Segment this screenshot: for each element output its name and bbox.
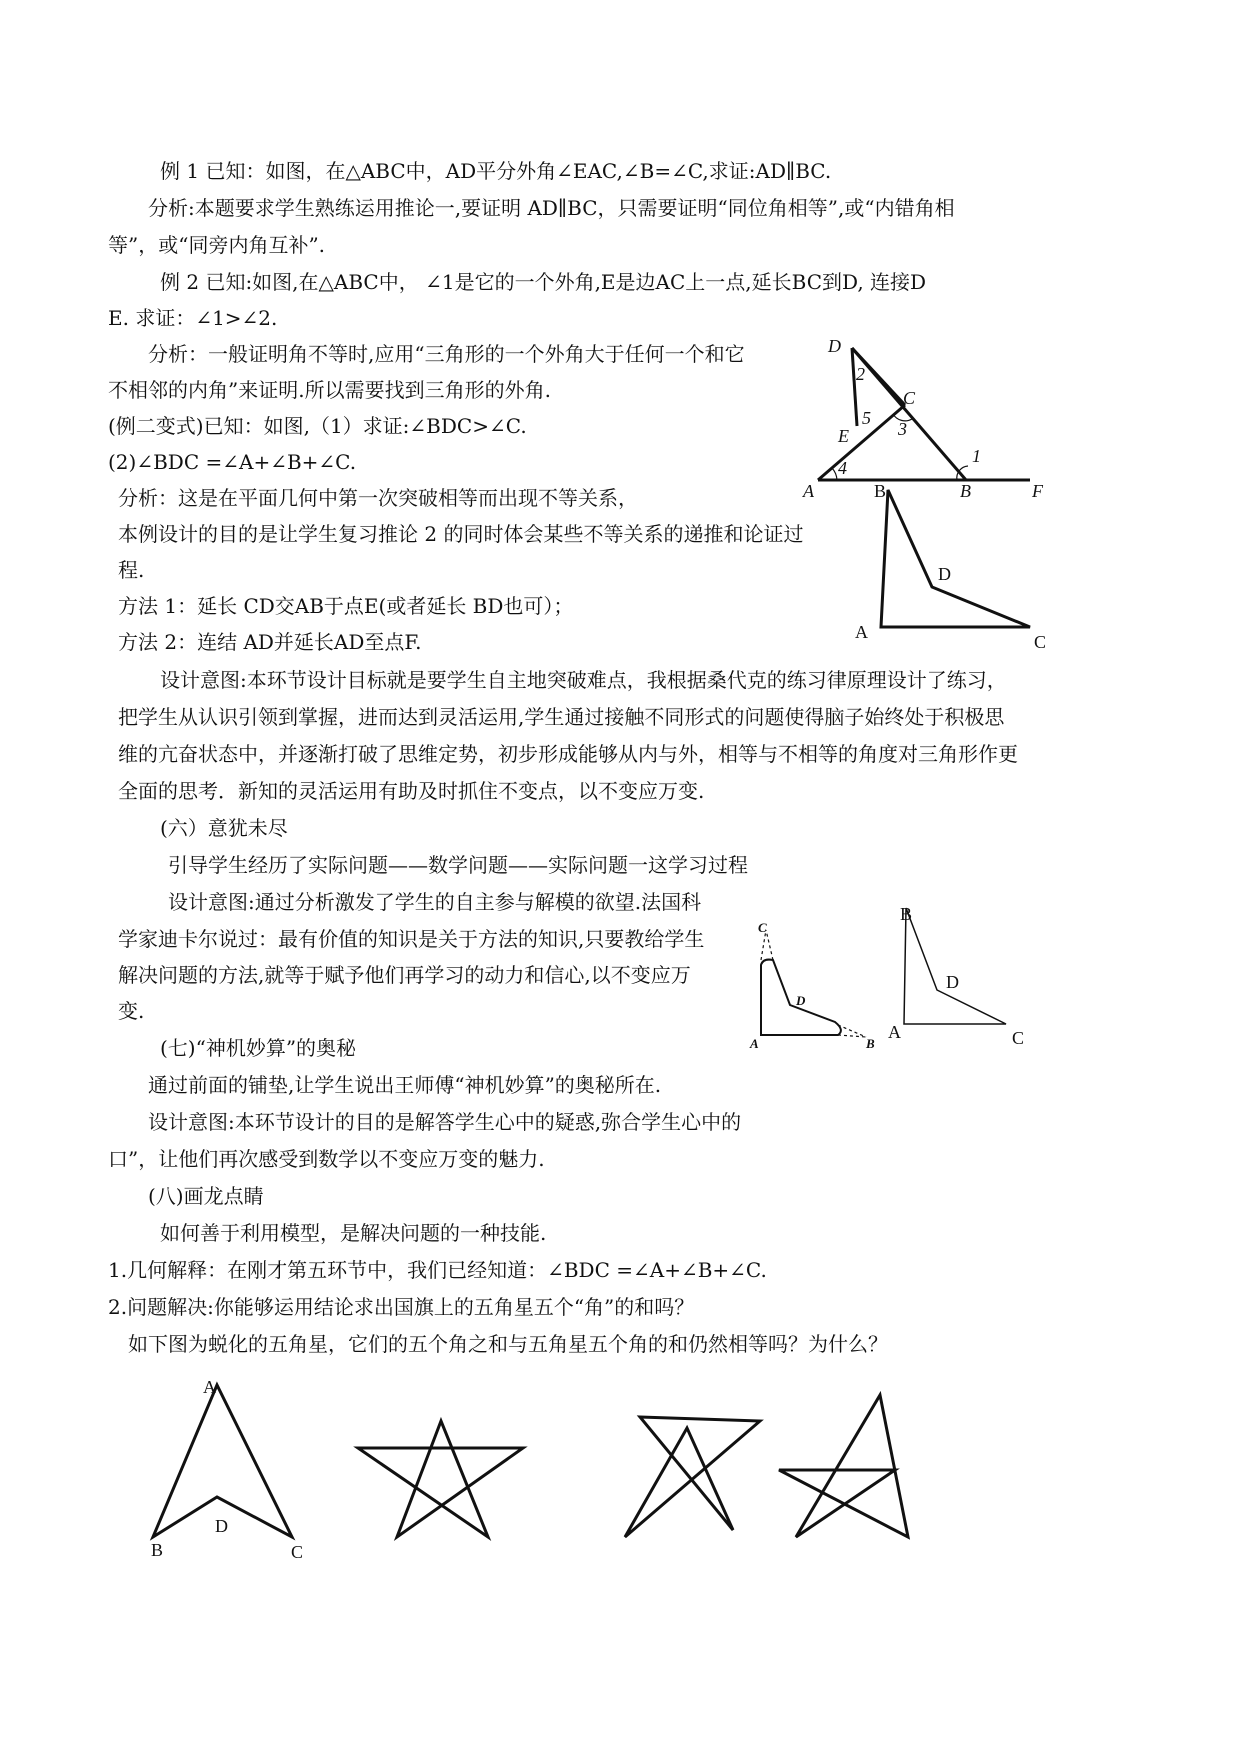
label-B-upright: B: [874, 481, 887, 501]
section-heading-6: (六）意犹未尽: [160, 816, 288, 840]
label-D: D: [938, 564, 951, 584]
section-heading-8: (八)画龙点睛: [148, 1184, 264, 1208]
numbered-item-1: 1.几何解释：在刚才第五环节中，我们已经知道：∠BDC =∠A+∠B+∠C.: [108, 1258, 767, 1282]
analysis-line: 分析:本题要求学生熟练运用推论一,要证明 AD∥BC，只需要证明“同位角相等”,或“内错角相: [148, 196, 955, 220]
label-D: D: [215, 1516, 228, 1536]
label-C: C: [291, 1542, 304, 1562]
label-A: A: [888, 1022, 901, 1042]
text-line: 通过前面的铺垫,让学生说出王师傅“神机妙算”的奥秘所在.: [148, 1073, 662, 1097]
label-F: F: [1032, 481, 1043, 501]
label-E: E: [838, 426, 849, 446]
label-B: B: [960, 481, 971, 501]
figure-degenerate-star-1: [615, 1405, 775, 1545]
analysis-line: 分析：这是在平面几何中第一次突破相等而出现不等关系，: [118, 486, 638, 510]
design-intent: 设计意图:通过分析激发了学生的自主参与解模的欲望.法国科: [168, 890, 702, 914]
label-B: B: [900, 904, 913, 924]
text-line: 变.: [118, 999, 145, 1023]
text-line: 如何善于利用模型，是解决问题的一种技能.: [160, 1221, 547, 1245]
text-line: 维的亢奋状态中，并逐渐打破了思维定势，初步形成能够从内与外，相等与不相等的角度对三角形作更: [118, 742, 1018, 766]
figure-degenerate-star-2: [770, 1388, 915, 1548]
label-A: A: [750, 1036, 759, 1051]
angle-label-3: 3: [898, 419, 907, 439]
label-A: A: [203, 1377, 216, 1397]
angle-label-5: 5: [862, 408, 871, 428]
angle-label-4: 4: [838, 458, 847, 478]
label-A: A: [803, 481, 814, 501]
text-line: 引导学生经历了实际问题——数学问题——实际问题一这学习过程: [168, 853, 748, 877]
figure-dart-abdc: [850, 485, 1060, 655]
text-line: 本例设计的目的是让学生复习推论 2 的同时体会某些不等关系的递推和论证过: [118, 522, 804, 546]
design-intent: 设计意图:本环节设计目标就是要学生自主地突破难点，我根据桑代克的练习律原理设计了练习，: [160, 668, 1007, 692]
text-line: 学家迪卡尔说过：最有价值的知识是关于方法的知识,只要教给学生: [118, 927, 705, 951]
text-line: 等”，或“同旁内角互补”.: [108, 233, 326, 257]
label-B: B: [866, 1036, 875, 1051]
angle-label-1: 1: [972, 446, 981, 466]
section-heading-7: (七)“神机妙算”的奥秘: [160, 1036, 357, 1060]
label-C: C: [1034, 632, 1047, 652]
analysis-line: 分析：一般证明角不等时,应用“三角形的一个外角大于任何一个和它: [148, 342, 745, 366]
text-line: 如下图为蜕化的五角星，它们的五个角之和与五角星五个角的和仍然相等吗？为什么？: [128, 1332, 888, 1356]
figure-five-pointed-star: [350, 1410, 530, 1545]
text-line: E. 求证：∠1>∠2.: [108, 306, 278, 330]
text-line: (2)∠BDC =∠A+∠B+∠C.: [108, 450, 357, 474]
figure-triangle-exterior-angle: [800, 330, 1060, 510]
text-line: 解决问题的方法,就等于赋予他们再学习的动力和信心,以不变应万: [118, 963, 691, 987]
method-1: 方法 1：延长 CD交AB于点E(或者延长 BD也可）；: [118, 594, 574, 618]
label-C: C: [1012, 1028, 1025, 1048]
figure-carpenter-part: [745, 915, 885, 1050]
numbered-item-2: 2.问题解决:你能够运用结论求出国旗上的五角星五个“角”的和吗？: [108, 1295, 695, 1319]
label-C: C: [903, 388, 916, 408]
text-line: 全面的思考．新知的灵活运用有助及时抓住不变点，以不变应万变.: [118, 779, 705, 803]
example1-statement: 例 1 已知：如图，在△ABC中，AD平分外角∠EAC,∠B=∠C,求证:AD∥BC.: [160, 159, 832, 183]
example2-statement: 例 2 已知:如图,在△ABC中， ∠1是它的一个外角,E是边AC上一点,延长BC到D, 连接D: [160, 270, 927, 294]
text-line: 把学生从认识引领到掌握，进而达到灵活运用,学生通过接触不同形式的问题使得脑子始终处于积极思: [118, 705, 1005, 729]
label-D: D: [796, 993, 806, 1008]
label-D: D: [946, 972, 959, 992]
design-intent: 设计意图:本环节设计的目的是解答学生心中的疑惑,弥合学生心中的: [148, 1110, 742, 1134]
figure-arrowhead: [145, 1377, 315, 1562]
label-A: A: [855, 622, 868, 642]
text-line: 口”，让他们再次感受到数学以不变应万变的魅力.: [108, 1147, 545, 1171]
label-D: D: [828, 336, 841, 356]
method-2: 方法 2：连结 AD并延长AD至点F.: [118, 630, 422, 654]
label-C: C: [758, 920, 767, 935]
angle-label-2: 2: [856, 364, 865, 384]
variant-statement: (例二变式)已知：如图,（1）求证:∠BDC>∠C.: [108, 414, 527, 438]
text-line: 程.: [118, 558, 145, 582]
label-B: B: [151, 1540, 164, 1560]
figure-dart-abdc-small: [885, 900, 1035, 1050]
text-line: 不相邻的内角”来证明.所以需要找到三角形的外角.: [108, 378, 551, 402]
